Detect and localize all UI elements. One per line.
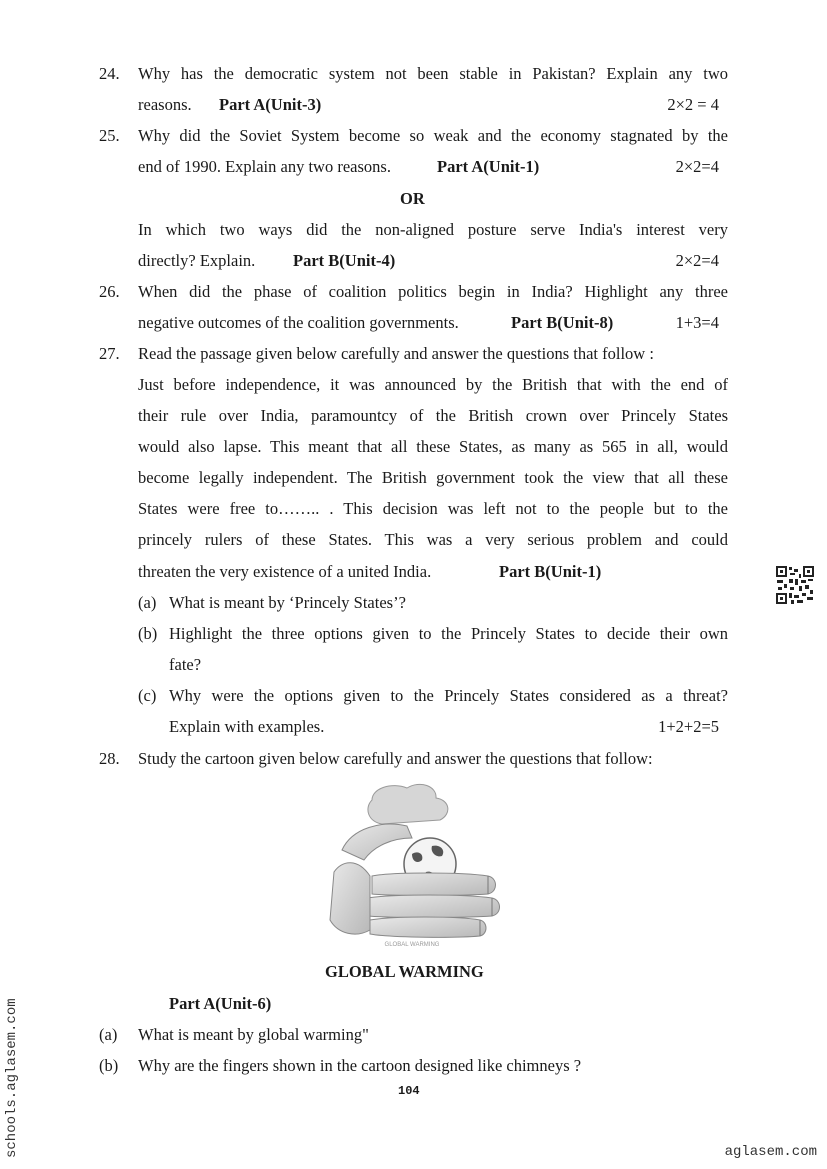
q24-line1: Why has the democratic system not been stable in Pakistan? Explain any two bbox=[138, 64, 728, 83]
q27-sub-b-line1: Highlight the three options given to the Princely States to decide their own bbox=[169, 624, 728, 643]
q27-sub-b-line2: fate? bbox=[169, 655, 202, 674]
q26-number: 26. bbox=[99, 282, 120, 301]
q27-passage-last: threaten the very existence of a united India. bbox=[138, 562, 432, 581]
q25-alt-line1: In which two ways did the non-aligned posture serve India's interest very bbox=[138, 220, 728, 239]
q27-passage-line: become legally independent. The British government took the view that all these bbox=[138, 468, 728, 487]
q28-sub-a: What is meant by global warming" bbox=[138, 1025, 369, 1044]
q25-marks: 2×2=4 bbox=[675, 157, 719, 176]
q25-line1: Why did the Soviet System become so weak and the economy stagnated by the bbox=[138, 126, 728, 145]
q27-number: 27. bbox=[99, 344, 120, 363]
q24-number: 24. bbox=[99, 64, 120, 83]
q27-passage-line: princely rulers of these States. This was a very serious problem and could bbox=[138, 530, 728, 549]
cartoon-image bbox=[312, 780, 512, 948]
q28-number: 28. bbox=[99, 749, 120, 768]
q25-alt-marks: 2×2=4 bbox=[675, 251, 719, 270]
q27-passage-line: Just before independence, it was announced by the British that with the end of bbox=[138, 375, 728, 394]
q25-or: OR bbox=[400, 189, 425, 208]
q28-sub-b: Why are the fingers shown in the cartoon designed like chimneys ? bbox=[138, 1056, 582, 1075]
q24-part: Part A(Unit-3) bbox=[219, 95, 322, 114]
q28-sub-b-label: (b) bbox=[99, 1056, 119, 1075]
q27-part: Part B(Unit-1) bbox=[499, 562, 602, 581]
q27-sub-a-label: (a) bbox=[138, 593, 157, 612]
q24-marks: 2×2 = 4 bbox=[667, 95, 719, 114]
q27-passage-line: would also lapse. This meant that all these States, as many as 565 in all, would bbox=[138, 437, 728, 456]
q27-intro: Read the passage given below carefully and answer the questions that follow : bbox=[138, 344, 654, 363]
bottom-watermark: aglasem.com bbox=[724, 1144, 817, 1160]
q25-alt-part: Part B(Unit-4) bbox=[293, 251, 396, 270]
q28-part: Part A(Unit-6) bbox=[169, 994, 272, 1013]
q28-intro: Study the cartoon given below carefully and answer the questions that follow: bbox=[138, 749, 653, 768]
q26-part: Part B(Unit-8) bbox=[511, 313, 614, 332]
q27-sub-a: What is meant by ‘Princely States’? bbox=[169, 593, 406, 612]
q28-sub-a-label: (a) bbox=[99, 1025, 118, 1044]
q27-sub-c-label: (c) bbox=[138, 686, 157, 705]
q25-line2: end of 1990. Explain any two reasons. bbox=[138, 157, 391, 176]
q25-part: Part A(Unit-1) bbox=[437, 157, 540, 176]
q26-marks: 1+3=4 bbox=[675, 313, 719, 332]
q25-alt-line2: directly? Explain. bbox=[138, 251, 256, 270]
q24-line2: reasons. bbox=[138, 95, 192, 114]
q25-number: 25. bbox=[99, 126, 120, 145]
q27-passage-line: States were free to…….. . This decision was left not to the people but to the bbox=[138, 499, 728, 518]
q27-sub-b-label: (b) bbox=[138, 624, 158, 643]
qr-code-icon bbox=[775, 565, 815, 605]
side-watermark: schools.aglasem.com bbox=[4, 998, 20, 1158]
cartoon-caption: GLOBAL WARMING bbox=[325, 962, 484, 981]
q26-line1: When did the phase of coalition politics begin in India? Highlight any three bbox=[138, 282, 728, 301]
svg-text:GLOBAL WARMING: GLOBAL WARMING bbox=[384, 942, 440, 948]
q26-line2: negative outcomes of the coalition governments. bbox=[138, 313, 459, 332]
q27-sub-c-line1: Why were the options given to the Princely States considered as a threat? bbox=[169, 686, 728, 705]
q27-sub-c-line2: Explain with examples. bbox=[169, 717, 325, 736]
q27-marks: 1+2+2=5 bbox=[658, 717, 719, 736]
q27-passage-line: their rule over India, paramountcy of the British crown over Princely States bbox=[138, 406, 728, 425]
page-number: 104 bbox=[398, 1084, 420, 1098]
